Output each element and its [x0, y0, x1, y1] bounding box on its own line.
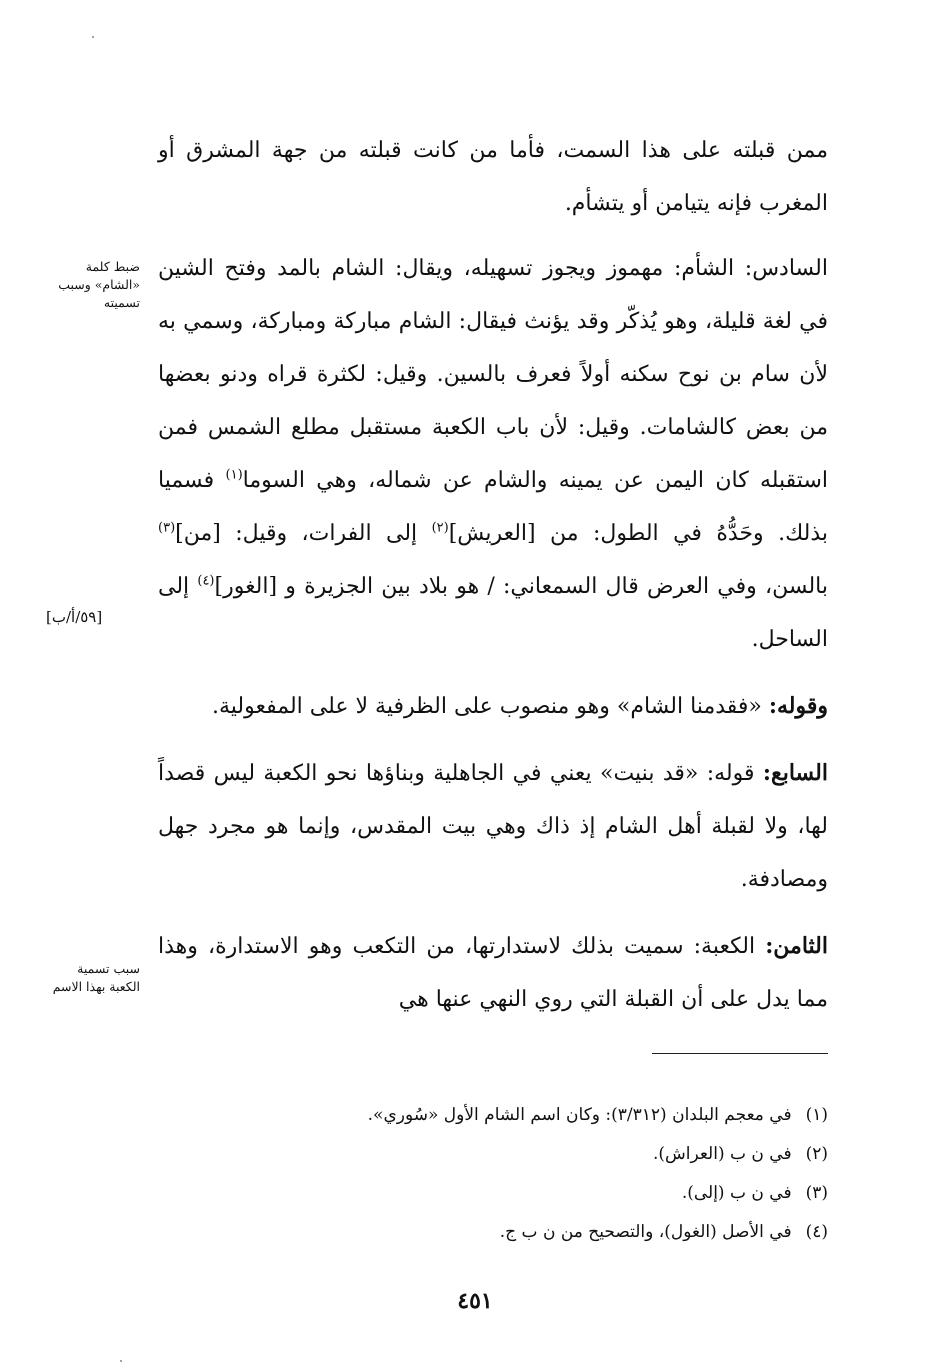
footnote-3: [300, 1174, 828, 1213]
footnote-1: [300, 1096, 828, 1135]
footnote-1-number: (١): [805, 1105, 828, 1125]
margin-folio-ref: [٥٩/أ/ب]: [46, 608, 103, 626]
paragraph-1: [158, 124, 828, 230]
paragraph-qawluhu-text: «فقدمنا الشام» وهو منصوب على الظرفية لا على المفعولية.: [212, 694, 769, 719]
main-text-block: [158, 124, 828, 1026]
margin-note-kaaba: سبب تسمية الكعبة بهذا الاسم: [52, 961, 140, 994]
footnote-separator: [652, 1053, 828, 1054]
scan-speck: [92, 36, 94, 38]
footnote-ref-3[interactable]: (٣): [158, 520, 176, 536]
footnote-4: [300, 1213, 828, 1252]
paragraph-sixth: [158, 242, 828, 666]
paragraph-seventh: [158, 747, 828, 906]
page-number: ٤٥١: [457, 1288, 493, 1314]
footnote-1-text: في معجم البلدان (٣/٣١٢): وكان اسم الشام الأول «سُوري».: [367, 1105, 792, 1125]
footnote-ref-1[interactable]: (١): [225, 467, 243, 483]
paragraph-qawluhu: [158, 680, 828, 733]
footnote-2-number: (٢): [805, 1144, 828, 1164]
footnotes-block: [300, 1096, 828, 1252]
paragraph-qawluhu-lead: وقوله:: [768, 693, 828, 719]
paragraph-eighth: [158, 920, 828, 1026]
paragraph-seventh-lead: السابع:: [762, 760, 828, 786]
footnote-3-number: (٣): [805, 1183, 828, 1203]
paragraph-sixth-text-d: بالسن، وفي العرض قال السمعاني: / هو بلاد بين الجزيرة و [الغور]: [214, 574, 828, 599]
footnote-2-text: في ن ب (العراش).: [652, 1144, 792, 1164]
footnote-2: [300, 1135, 828, 1174]
footnote-3-text: في ن ب (إلى).: [681, 1183, 792, 1203]
paragraph-eighth-lead: الثامن:: [765, 933, 828, 959]
paragraph-sixth-text-c: إلى الفرات، وقيل: [من]: [175, 521, 432, 546]
margin-note-sham: ضبط كلمة «الشام» وسبب تسميته: [58, 259, 140, 310]
paragraph-sixth-text-b: فسميا بذلك. وحَدُّهُ في الطول: من [العريش]: [158, 468, 828, 546]
footnote-ref-2[interactable]: (٢): [431, 520, 449, 536]
footnote-4-text: في الأصل (الغول)، والتصحيح من ن ب ج.: [499, 1222, 792, 1242]
paragraph-eighth-text: الكعبة: سميت بذلك لاستدارتها، من التكعب وهو الاستدارة، وهذا مما يدل على أن القبلة التي روي النهي عنها هي: [158, 934, 828, 1012]
scan-speck: [120, 1360, 122, 1362]
footnote-4-number: (٤): [805, 1222, 828, 1242]
paragraph-1-text: ممن قبلته على هذا السمت، فأما من كانت قبلته من جهة المشرق أو المغرب فإنه يتيامن أو يتشأم.: [158, 138, 828, 216]
paragraph-sixth-text-a: السادس: الشأم: مهموز ويجوز تسهيله، ويقال: الشام بالمد وفتح الشين في لغة قليلة، وهو يُذكّر وقد يؤنث فيقال: الشام مباركة ومباركة، وسمي به لأن سام بن نوح سكنه أولاً فعرف بالسين. وقيل: لكثرة قراه ودنو بعضها من بعض كالشامات. وقيل: لأن باب الكعبة مستقبل مطلع الشمس فمن استقبله كان اليمن عن يمينه والشام عن شماله، وهي السوما: [158, 256, 828, 493]
footnote-ref-4[interactable]: (٤): [197, 573, 215, 589]
paragraph-sixth-text-e: إلى الساحل.: [158, 574, 828, 652]
paragraph-seventh-text: قوله: «قد بنيت» يعني في الجاهلية وبناؤها نحو الكعبة ليس قصداً لها، ولا لقبلة أهل الشام إذ ذاك وهي بيت المقدس، وإنما هو مجرد جهل ومصادفة.: [158, 761, 828, 892]
